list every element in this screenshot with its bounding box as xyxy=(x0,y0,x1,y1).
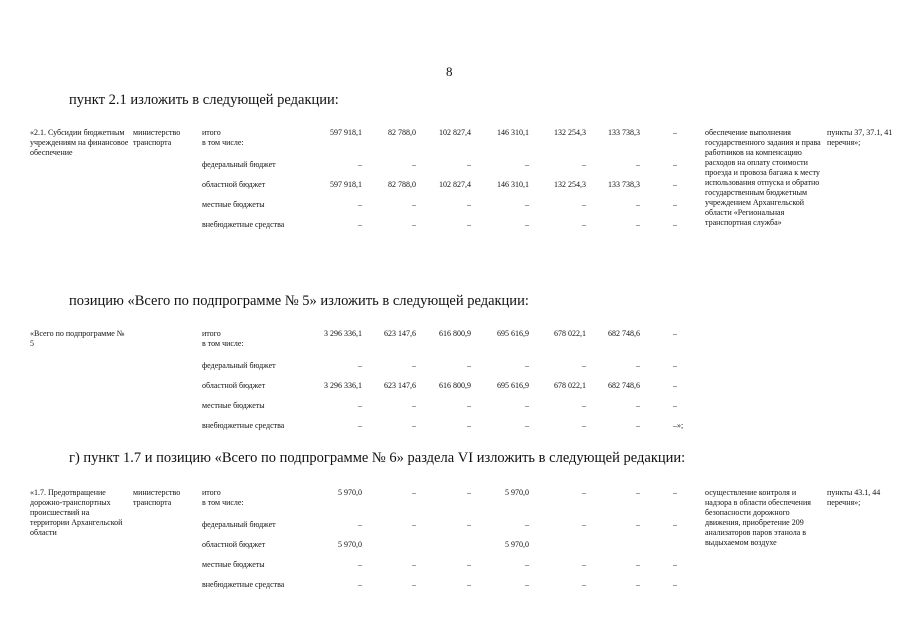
value-cell: – xyxy=(525,421,529,430)
value-cell: – xyxy=(412,220,416,229)
source-label: федеральный бюджет xyxy=(202,160,276,169)
value-cell: 132 254,3 xyxy=(554,128,586,137)
value-cell: – xyxy=(412,200,416,209)
value-cell: – xyxy=(636,421,640,430)
value-cell: – xyxy=(582,200,586,209)
value-cell: – xyxy=(412,160,416,169)
value-cell: – xyxy=(582,361,586,370)
value-cell-total: – xyxy=(673,160,677,169)
value-cell: 5 970,0 xyxy=(338,488,362,497)
value-cell-total: –»; xyxy=(673,421,684,430)
source-label: местные бюджеты xyxy=(202,401,265,410)
value-cell: – xyxy=(525,200,529,209)
value-cell: 5 970,0 xyxy=(505,540,529,549)
value-cell: – xyxy=(636,560,640,569)
value-cell: – xyxy=(582,560,586,569)
value-cell: – xyxy=(525,220,529,229)
value-cell: – xyxy=(412,421,416,430)
value-cell: – xyxy=(467,200,471,209)
page-number: 8 xyxy=(446,64,453,79)
value-cell: 682 748,6 xyxy=(608,329,640,338)
value-cell: 695 616,9 xyxy=(497,381,529,390)
value-cell: 3 296 336,1 xyxy=(324,329,362,338)
value-cell: 133 738,3 xyxy=(608,128,640,137)
value-cell-total: – xyxy=(673,361,677,370)
result-text: обеспечение выполнения государственного задания и права работников на компенсацию расходов на оплату стоимости проезда и провоза багажа к месту использования отпуска и обратно государственным бюджетным учреждением Архангельской области «Региональная транспортная служба» xyxy=(705,128,821,227)
value-cell: 82 788,0 xyxy=(388,128,416,137)
value-cell-total: – xyxy=(673,180,677,189)
value-cell-total: – xyxy=(673,560,677,569)
source-label: областной бюджет xyxy=(202,540,266,549)
value-cell: – xyxy=(467,488,471,497)
value-cell: 5 970,0 xyxy=(505,488,529,497)
value-cell: – xyxy=(358,361,362,370)
source-label: местные бюджеты xyxy=(202,200,265,209)
value-cell: – xyxy=(525,361,529,370)
value-cell: – xyxy=(582,421,586,430)
value-cell-total: – xyxy=(673,200,677,209)
value-cell: 597 918,1 xyxy=(330,180,362,189)
value-cell: – xyxy=(467,560,471,569)
value-cell: – xyxy=(412,401,416,410)
value-cell: – xyxy=(412,488,416,497)
source-label: итого xyxy=(202,329,221,338)
value-cell-total: – xyxy=(673,128,677,137)
value-cell: – xyxy=(636,200,640,209)
value-cell: – xyxy=(358,580,362,589)
row-title: «2.1. Субсидии бюджетным учреждениям на финансовое обеспечение xyxy=(30,128,129,157)
value-cell: 695 616,9 xyxy=(497,329,529,338)
source-label: внебюджетные средства xyxy=(202,220,285,229)
value-cell: – xyxy=(525,560,529,569)
value-cell: 678 022,1 xyxy=(554,381,586,390)
value-cell: 623 147,6 xyxy=(384,329,416,338)
value-cell: 133 738,3 xyxy=(608,180,640,189)
value-cell: – xyxy=(636,361,640,370)
source-label: федеральный бюджет xyxy=(202,520,276,529)
value-cell: – xyxy=(525,580,529,589)
value-cell: – xyxy=(467,220,471,229)
value-cell: – xyxy=(525,160,529,169)
value-cell: – xyxy=(358,160,362,169)
source-label: итого xyxy=(202,128,221,137)
executor: министерство транспорта xyxy=(133,128,181,147)
value-cell: – xyxy=(358,421,362,430)
value-cell: – xyxy=(636,520,640,529)
value-cell: 82 788,0 xyxy=(388,180,416,189)
value-cell: – xyxy=(636,580,640,589)
value-cell: 597 918,1 xyxy=(330,128,362,137)
section-heading: г) пункт 1.7 и позицию «Всего по подпрограмме № 6» раздела VI изложить в следующей редакции: xyxy=(69,450,686,466)
source-sub: в том числе: xyxy=(202,138,244,147)
value-cell-total: – xyxy=(673,520,677,529)
executor: министерство транспорта xyxy=(133,488,181,507)
value-cell: – xyxy=(467,421,471,430)
value-cell-total: – xyxy=(673,580,677,589)
value-cell: 3 296 336,1 xyxy=(324,381,362,390)
reference-text: пункты 37, 37.1, 41 перечня»; xyxy=(827,128,893,147)
value-cell: 682 748,6 xyxy=(608,381,640,390)
source-label: итого xyxy=(202,488,221,497)
value-cell-total: – xyxy=(673,220,677,229)
value-cell: – xyxy=(582,488,586,497)
value-cell: – xyxy=(582,580,586,589)
value-cell: – xyxy=(636,488,640,497)
value-cell: – xyxy=(636,160,640,169)
source-label: местные бюджеты xyxy=(202,560,265,569)
value-cell-total: – xyxy=(673,381,677,390)
reference-text: пункты 43.1, 44 перечня»; xyxy=(827,488,881,507)
source-sub: в том числе: xyxy=(202,339,244,348)
value-cell: – xyxy=(412,520,416,529)
source-sub: в том числе: xyxy=(202,498,244,507)
value-cell: – xyxy=(525,520,529,529)
value-cell: – xyxy=(358,200,362,209)
value-cell: 102 827,4 xyxy=(439,180,471,189)
value-cell: – xyxy=(582,520,586,529)
value-cell: – xyxy=(467,160,471,169)
row-title: «Всего по подпрограмме № 5 xyxy=(30,329,125,348)
value-cell-total: – xyxy=(673,488,677,497)
value-cell: – xyxy=(358,401,362,410)
value-cell: – xyxy=(467,580,471,589)
value-cell: – xyxy=(412,361,416,370)
value-cell: – xyxy=(358,520,362,529)
source-label: внебюджетные средства xyxy=(202,421,285,430)
value-cell: – xyxy=(582,401,586,410)
source-label: областной бюджет xyxy=(202,381,266,390)
value-cell: – xyxy=(412,580,416,589)
value-cell-total: – xyxy=(673,329,677,338)
value-cell: – xyxy=(358,560,362,569)
value-cell: – xyxy=(636,401,640,410)
value-cell-total: – xyxy=(673,401,677,410)
value-cell: – xyxy=(412,560,416,569)
value-cell: 5 970,0 xyxy=(338,540,362,549)
value-cell: – xyxy=(467,520,471,529)
source-label: областной бюджет xyxy=(202,180,266,189)
value-cell: – xyxy=(636,220,640,229)
value-cell: – xyxy=(525,401,529,410)
value-cell: – xyxy=(467,361,471,370)
value-cell: 132 254,3 xyxy=(554,180,586,189)
value-cell: 623 147,6 xyxy=(384,381,416,390)
value-cell: – xyxy=(467,401,471,410)
value-cell: 678 022,1 xyxy=(554,329,586,338)
value-cell: 146 310,1 xyxy=(497,180,529,189)
value-cell: 616 800,9 xyxy=(439,381,471,390)
source-label: федеральный бюджет xyxy=(202,361,276,370)
value-cell: 102 827,4 xyxy=(439,128,471,137)
value-cell: – xyxy=(358,220,362,229)
value-cell: – xyxy=(582,220,586,229)
row-title: «1.7. Предотвращение дорожно-транспортных происшествий на территории Архангельской области xyxy=(30,488,123,537)
value-cell: 616 800,9 xyxy=(439,329,471,338)
source-label: внебюджетные средства xyxy=(202,580,285,589)
value-cell: 146 310,1 xyxy=(497,128,529,137)
section-heading: позицию «Всего по подпрограмме № 5» изложить в следующей редакции: xyxy=(69,293,529,309)
value-cell: – xyxy=(582,160,586,169)
section-heading: пункт 2.1 изложить в следующей редакции: xyxy=(69,92,339,108)
result-text: осуществление контроля и надзора в области обеспечения безопасности дорожного движения, приобретение 209 анализаторов паров этанола в выдыхаемом воздухе xyxy=(705,488,811,547)
